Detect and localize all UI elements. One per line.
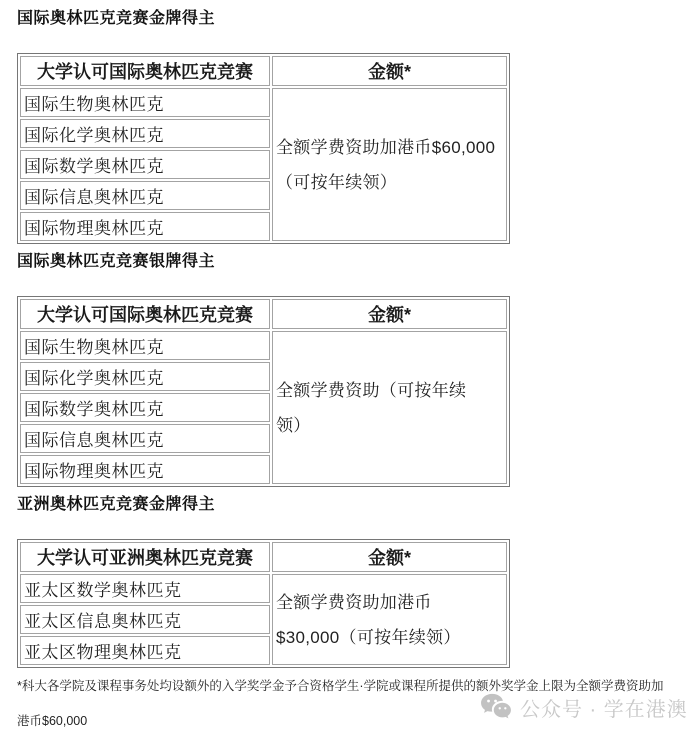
olympiad-cell: 亚太区物理奥林匹克: [20, 636, 270, 665]
amount-line: 全额学费资助（可按年续: [276, 380, 467, 400]
table-header-row: [20, 542, 507, 572]
table-header-row: [20, 299, 507, 329]
footnote-line: 港币$60,000: [17, 714, 88, 728]
amount-line: 全额学费资助加港币$60,000: [276, 137, 496, 157]
amount-line: 领）: [276, 415, 311, 435]
table-row: [20, 331, 507, 360]
column-header-olympiad: 大学认可国际奥林匹克竞赛: [20, 56, 270, 86]
amount-cell: [272, 574, 507, 665]
section-title-international-gold: 国际奥林匹克竞赛金牌得主: [17, 10, 216, 27]
olympiad-cell: 亚太区数学奥林匹克: [20, 574, 270, 603]
column-header-amount: 金额*: [272, 299, 507, 329]
column-header-amount: 金额*: [272, 56, 507, 86]
olympiad-cell: 国际化学奥林匹克: [20, 362, 270, 391]
table-row: [20, 574, 507, 603]
amount-line: （可按年续领）: [276, 172, 398, 192]
watermark: [480, 692, 688, 722]
table-international-silver: [17, 296, 510, 487]
column-header-olympiad: 大学认可国际奥林匹克竞赛: [20, 299, 270, 329]
column-header-amount: 金额*: [272, 542, 507, 572]
table-international-gold: [17, 53, 510, 244]
olympiad-cell: 国际信息奥林匹克: [20, 424, 270, 453]
olympiad-cell: 亚太区信息奥林匹克: [20, 605, 270, 634]
section-title-international-silver: 国际奥林匹克竞赛银牌得主: [17, 253, 216, 270]
wechat-icon: [480, 693, 512, 721]
column-header-olympiad: 大学认可亚洲奥林匹克竞赛: [20, 542, 270, 572]
table-row: [20, 88, 507, 117]
amount-cell: [272, 331, 507, 484]
watermark-text: 公众号 · 学在港澳: [520, 698, 688, 721]
olympiad-cell: 国际生物奥林匹克: [20, 331, 270, 360]
olympiad-cell: 国际生物奥林匹克: [20, 88, 270, 117]
table-asian-gold: [17, 539, 510, 668]
olympiad-cell: 国际物理奥林匹克: [20, 212, 270, 241]
table-header-row: [20, 56, 507, 86]
section-title-asian-gold: 亚洲奥林匹克竞赛金牌得主: [17, 496, 216, 513]
olympiad-cell: 国际化学奥林匹克: [20, 119, 270, 148]
olympiad-cell: 国际物理奥林匹克: [20, 455, 270, 484]
olympiad-cell: 国际数学奥林匹克: [20, 150, 270, 179]
olympiad-cell: 国际信息奥林匹克: [20, 181, 270, 210]
olympiad-cell: 国际数学奥林匹克: [20, 393, 270, 422]
footnote-line: *科大各学院及课程事务处均设额外的入学奖学金予合资格学生·学院或课程所提供的额外奖学金上限为全额学费资助加: [17, 679, 664, 693]
amount-cell: [272, 88, 507, 241]
amount-line: 全额学费资助加港币: [276, 592, 432, 612]
amount-line: $30,000（可按年续领）: [276, 627, 461, 647]
